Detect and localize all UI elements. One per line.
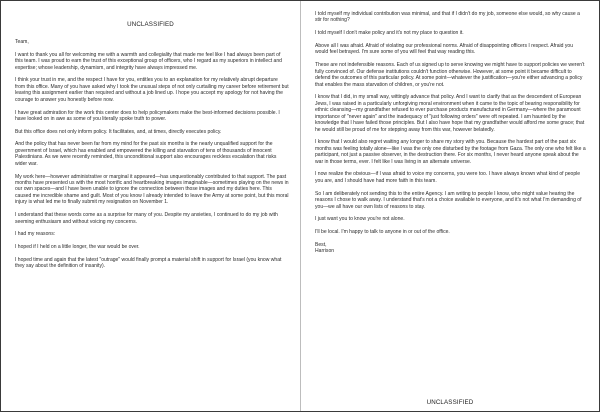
letter-page-1 (1, 1, 301, 411)
paragraph: I hoped time and again that the latest "outrage" would finally prompt a material shift in support for Israel (you know what they say about the definition of insanity). (15, 256, 282, 270)
classification-marking-top: UNCLASSIFIED (127, 21, 174, 28)
paragraph: These are not indefensible reasons. Each of us signed up to serve knowing we might have to support policies we weren't fully convinced of. Our defense institutions couldn't function otherwise. However, at some point it became difficult to defend the outcomes of this particular policy. At some point—whatever the justification—you're either advancing a policy that enables the mass starvation of children, or you're not. (315, 62, 585, 88)
paragraph: I now realize the obvious—if I was afraid to voice my concerns, you were too. I have always known what kind of people you are, and I should have had more faith in this team. (315, 171, 581, 184)
paragraph: I have great admiration for the work this center does to help policymakers make the best-informed decisions possible. I have looked on in awe as some of you literally spoke truth to power. (15, 109, 280, 122)
letter-page-2 (301, 1, 599, 411)
paragraph: I understand that these words come as a surprise for many of you. Despite my anxieties, I continued to do my job with seeming enthusiasm and without voicing my concerns. (15, 212, 278, 225)
letter-body-page-1 (15, 39, 289, 276)
paragraph: I'll be local. I'm happy to talk to anyone in or out of the office. (315, 229, 450, 235)
salutation: Team, (15, 39, 29, 45)
classification-marking-bottom: UNCLASSIFIED (426, 399, 474, 406)
signature-name: Harrison (315, 248, 335, 255)
paragraph: I think your trust in me, and the respect I have for you, entitles you to an explanation for my relatively abrupt departure from this office. Many of you have asked why I took the unusual steps of not only curtailing my career before retirement but leaving this assignment earlier than required and without a job lined up. I hope you accept my apology for not having the courage to answer you honestly before now. (15, 77, 289, 103)
paragraph: And the policy that has never been far from my mind for the past six months is the nearly unqualified support for the government of Israel, which has enabled and empowered the killing and starvation of tens of thousands of innocent Palestinians. As we were recently reminded, this unconditional support also encourages reckless escalation that risks wider war. (15, 141, 277, 167)
paragraph: So I am deliberately not sending this to the entire Agency. I am writing to people I know, who might value hearing the reasons I chose to walk away. I understand that's not a choice available to everyone, and it's not what I'm demanding of you—we all have our own lists of reasons to stay. (315, 190, 582, 210)
paragraph: My work here—however administrative or marginal it appeared—has unquestionably contributed to that support. The past months have presented us with the most horrific and heartbreaking images imaginable—sometimes playing on the news in our own spaces—and I have been unable to ignore the connection between those images and my duties here. This caused me incredible shame and guilt. Most of you know I already intended to leave the Army at some point, but this moral injury is what led me to finally submit my resignation on November 1. (15, 173, 289, 206)
paragraph: I want to thank you all for welcoming me with a warmth and collegiality that made me feel like I had always been part of this team. I was proud to earn the trust of this exceptional group of officers, who I regard as my superiors in intellect and expertise; whose leadership, dynamism, and integrity have always impressed me. (15, 51, 282, 71)
paragraph: But this office does not only inform policy. It facilitates, and, at times, directly executes policy. (15, 128, 222, 135)
letter-body-page-2 (315, 11, 587, 255)
paragraph: I told myself I don't make policy and it's not my place to question it. (315, 30, 464, 37)
paragraph: I told myself my individual contribution was minimal, and that if I didn't do my job, someone else would, so why cause a stir for nothing? (315, 11, 580, 24)
paragraph: I had my reasons: (15, 231, 56, 238)
paragraph: I know that I did, in my small way, wittingly advance that policy. And I want to clarify that as the descendent of European Jews, I was raised in a particularly unforgiving moral environment when it came to the topic of bearing responsibility for ethnic cleansing—my grandfather refused to ever purchase products manufactured in Germany—where the paramount importance of "never again" and the inadequacy of "just following orders" were oft repeated. I am haunted by the knowledge that I have failed those principles. But I also have hope that my grandfather would afford me some grace; that he would still be proud of me for stepping away from this war, however belatedly. (315, 94, 585, 133)
paragraph: I just want you to know you're not alone. (315, 216, 405, 223)
paragraph: I hoped if I held on a little longer, the war would be over. (15, 244, 140, 251)
signoff: Best, (315, 241, 327, 248)
paragraph: I know that I would also regret waiting any longer to share my story with you. Because the hardest part of the past six months was feeling totally alone—like I was the only one disturbed by the footage from Gaza. The only one who felt like a participant, not just a passive observer, in the destruction there. For six months, I never heard anyone speak about the war in those terms, ever. I felt like I was living in an alternate universe. (315, 139, 586, 165)
paragraph: Above all I was afraid. Afraid of violating our professional norms. Afraid of disappointing officers I respect. Afraid you would feel betrayed. I'm sure some of you will feel that way reading this. (315, 42, 573, 56)
